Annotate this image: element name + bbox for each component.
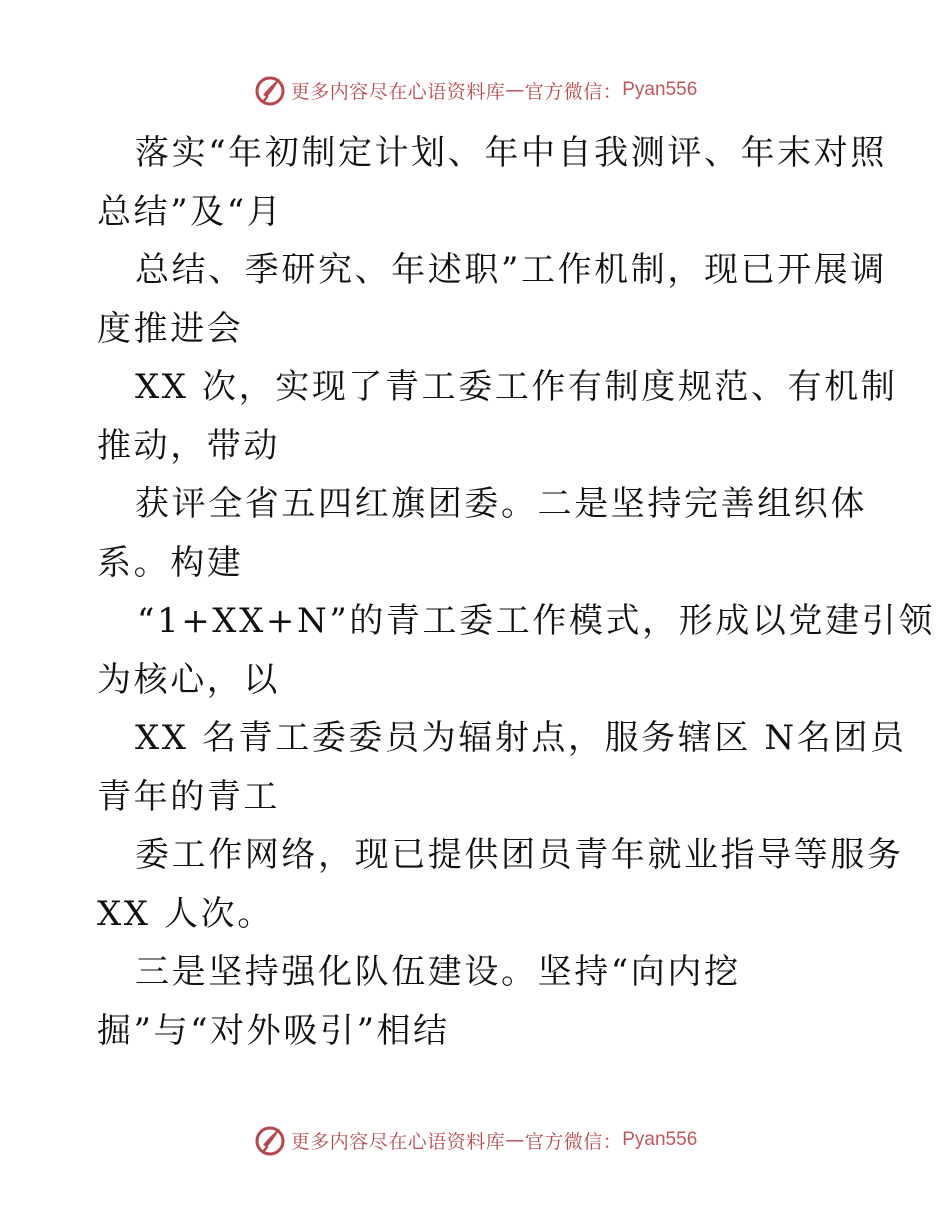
- footer-wechat-label: 官方微信：: [524, 1130, 623, 1153]
- footer-site-text: 更多内容尽在心语资料库: [290, 1130, 506, 1153]
- body-line: 落实“年初制定计划、年中自我测评、年末对照: [135, 133, 887, 173]
- header-site-text: 更多内容尽在心语资料库: [290, 80, 506, 103]
- body-text: [97, 124, 935, 1060]
- body-line: 总结、季研究、年述职”工作机制，现已开展调: [135, 250, 887, 290]
- body-line: 委工作网络，现已提供团员青年就业指导等服务: [135, 835, 904, 875]
- header-wechat-label: 官方微信：: [524, 80, 623, 103]
- body-line: 为核心，以: [97, 659, 280, 700]
- body-line: 系。构建: [97, 542, 244, 583]
- header-separator: —: [505, 79, 525, 101]
- body-line: XX 名青工委委员为辐射点，服务辖区 N名团员: [135, 718, 907, 758]
- body-line: 掘”与“对外吸引”相结: [97, 1010, 450, 1051]
- footer-separator: —: [505, 1129, 525, 1151]
- footer-handle: Pyan556: [622, 1129, 698, 1150]
- body-line: 总结”及“月: [97, 191, 284, 232]
- body-line: “1+XX+N”的青工委工作模式，形成以党建引领: [137, 601, 935, 641]
- body-line: 推动，带动: [97, 425, 280, 466]
- body-line: 三是坚持强化队伍建设。坚持“向内挖: [135, 952, 741, 992]
- body-line: 青年的青工: [97, 776, 280, 817]
- body-line: XX 次，实现了青工委工作有制度规范、有机制: [135, 367, 898, 407]
- header-banner: [0, 70, 950, 110]
- footer-banner: [0, 1120, 950, 1160]
- header-handle: Pyan556: [622, 79, 698, 100]
- quill-pen-logo-icon: [253, 73, 287, 107]
- quill-pen-logo-icon: [253, 1123, 287, 1157]
- body-line: 度推进会: [97, 308, 244, 349]
- body-line: 获评全省五四红旗团委。二是坚持完善组织体: [135, 484, 867, 524]
- body-line: XX 人次。: [97, 893, 274, 934]
